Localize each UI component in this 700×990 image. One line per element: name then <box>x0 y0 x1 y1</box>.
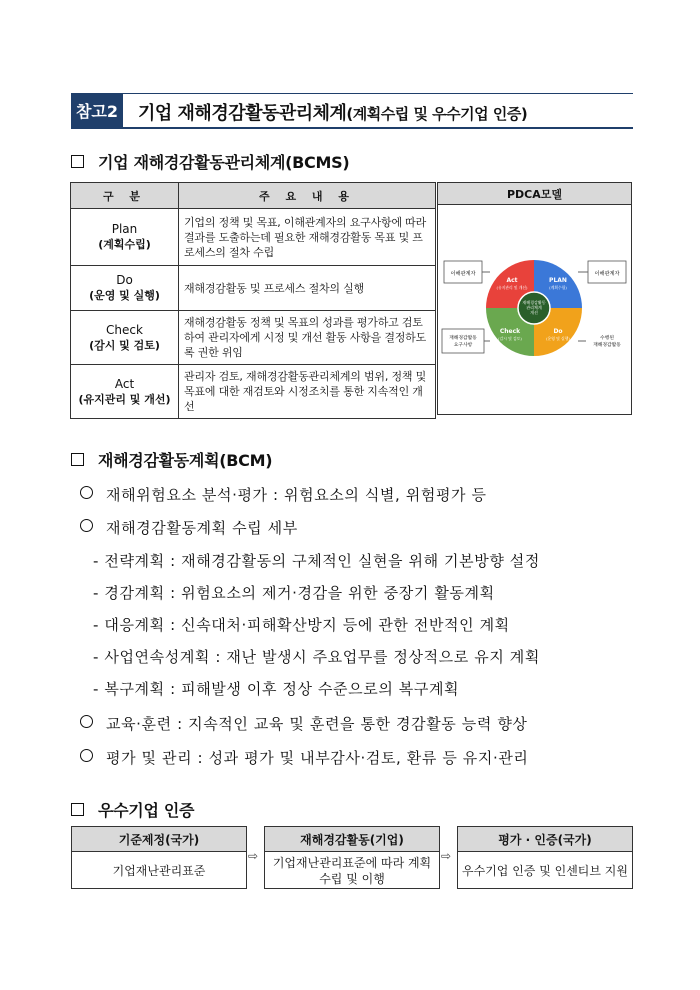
phase-name: Check <box>106 322 143 337</box>
cert-step-box <box>71 826 247 889</box>
page-title-sub: (계획수립 및 우수기업 인증) <box>346 105 528 123</box>
table-row <box>71 266 436 311</box>
right-bottom-label-2: 재해경감활동 <box>593 343 621 348</box>
cert-step-body: 우수기업 인증 및 인센티브 지원 <box>462 864 628 878</box>
header-rule-top <box>123 93 633 94</box>
square-bullet-icon <box>71 155 84 168</box>
section-bcm-title-text: 재해경감활동계획(BCM) <box>98 451 273 470</box>
circle-bullet-icon <box>80 519 93 532</box>
sub-list-item: - 전략계획 : 재해경감활동의 구체적인 실현을 위해 기본방향 설정 <box>93 552 540 570</box>
list-item <box>80 517 298 538</box>
list-item-text: 재해위험요소 분석·평가 : 위험요소의 식별, 위험평가 등 <box>106 486 487 504</box>
phase-name-ko: (운영 및 실행) <box>89 289 160 302</box>
reference-badge: 참고2 <box>71 93 123 127</box>
phase-description: 재해경감활동 및 프로세스 절차의 실행 <box>179 266 436 311</box>
sub-list-item: - 복구계획 : 피해발생 이후 정상 수준으로의 복구계획 <box>93 680 460 698</box>
list-item-text: 재해경감활동계획 수립 세부 <box>106 519 298 537</box>
col-category-header: 구 분 <box>71 183 179 209</box>
square-bullet-icon <box>71 803 84 816</box>
circle-bullet-icon <box>80 486 93 499</box>
page-title <box>138 99 527 125</box>
list-item <box>80 484 487 505</box>
section-bcms-title-text: 기업 재해경감활동관리체계(BCMS) <box>98 153 350 172</box>
circle-bullet-icon <box>80 749 93 762</box>
cert-step-head: 평가 · 인증(국가) <box>458 827 632 852</box>
list-item <box>80 747 529 768</box>
bcms-table <box>70 182 436 419</box>
sub-list-item: - 사업연속성계획 : 재난 발생시 주요업무를 정상적으로 유지 계획 <box>93 648 540 666</box>
phase-name-ko: (유지관리 및 개선) <box>78 392 171 406</box>
svg-text:재해경감활동: 재해경감활동 <box>522 300 546 305</box>
plan-sub-label: (계획수립) <box>549 285 567 290</box>
svg-text:관리체계: 관리체계 <box>526 305 542 310</box>
cert-step-head: 기준제정(국가) <box>72 827 246 852</box>
cert-step-body: 기업재난관리표준에 따라 계획 수립 및 이행 <box>272 856 432 886</box>
left-bottom-label-2: 요구사항 <box>453 343 473 348</box>
plan-label: PLAN <box>549 277 567 284</box>
list-item <box>80 713 528 734</box>
phase-name: Do <box>116 273 133 287</box>
pdca-model-header: PDCA모델 <box>437 182 632 205</box>
right-top-label: 이해관계자 <box>594 271 620 277</box>
phase-cell <box>71 365 179 419</box>
header-rule-bottom <box>71 127 633 129</box>
do-sub-label: (운영 및 실행) <box>546 336 570 341</box>
cert-step-box <box>457 826 633 889</box>
circle-bullet-icon <box>80 715 93 728</box>
cert-step-body: 기업재난관리표준 <box>112 864 206 878</box>
act-sub-label: (유지관리 및 개선) <box>496 285 528 290</box>
square-bullet-icon <box>71 453 84 466</box>
section-bcms-title <box>71 150 349 173</box>
section-cert-title-text: 우수기업 인증 <box>98 801 195 820</box>
section-bcm-title <box>71 448 272 471</box>
pdca-diagram-cell <box>437 204 632 415</box>
act-label: Act <box>506 277 518 284</box>
check-sub-label: (감시 및 검토) <box>498 336 522 341</box>
list-item-text: 평가 및 관리 : 성과 평가 및 내부감사·검토, 환류 등 유지·관리 <box>106 749 529 767</box>
arrow-right-icon: ⇨ <box>441 849 452 863</box>
left-top-label: 이해관계자 <box>450 271 476 277</box>
phase-description: 재해경감활동 정책 및 목표의 성과를 평가하고 검토하여 관리자에게 시정 및 개선 활동 사항을 결정하도록 권한 위임 <box>179 311 436 365</box>
phase-name: Plan <box>111 222 138 236</box>
arrow-right-icon: ⇨ <box>248 849 259 863</box>
phase-description: 관리자 검토, 재해경감활동관리체계의 범위, 정책 및 목표에 대한 재검토와 시정조치를 통한 지속적인 개선 <box>179 365 436 419</box>
section-cert-title <box>71 798 194 821</box>
page-title-main: 기업 재해경감활동관리체계 <box>138 103 347 124</box>
phase-name-ko: (계획수립) <box>98 238 151 251</box>
pdca-diagram <box>438 205 631 414</box>
col-content-header: 주 요 내 용 <box>179 183 436 209</box>
sub-list-item: - 경감계획 : 위험요소의 제거·경감을 위한 중장기 활동계획 <box>93 584 495 602</box>
right-bottom-label-1: 수행된 <box>600 336 614 341</box>
phase-description: 기업의 정책 및 목표, 이해관계자의 요구사항에 따라 결과를 도출하는데 필요한 재해경감활동 목표 및 프로세스의 절차 수립 <box>179 209 436 266</box>
table-row <box>71 365 436 419</box>
sub-list-item: - 대응계획 : 신속대처·피해확산방지 등에 관한 전반적인 계획 <box>93 616 510 634</box>
phase-cell <box>71 266 179 311</box>
svg-text:개선: 개선 <box>530 310 538 315</box>
table-row <box>71 209 436 266</box>
check-label: Check <box>499 328 521 335</box>
left-bottom-label-1: 재해경감활동 <box>449 336 477 341</box>
phase-name: Act <box>114 376 135 391</box>
table-row <box>71 311 436 365</box>
cert-step-box <box>264 826 440 889</box>
phase-cell <box>71 311 179 365</box>
phase-cell <box>71 209 179 266</box>
left-bottom-box <box>442 329 484 353</box>
cert-step-head: 재해경감활동(기업) <box>265 827 439 852</box>
do-label: Do <box>553 328 563 335</box>
list-item-text: 교육·훈련 : 지속적인 교육 및 훈련을 통한 경감활동 능력 향상 <box>106 715 528 733</box>
phase-name-ko: (감시 및 검토) <box>89 338 160 352</box>
